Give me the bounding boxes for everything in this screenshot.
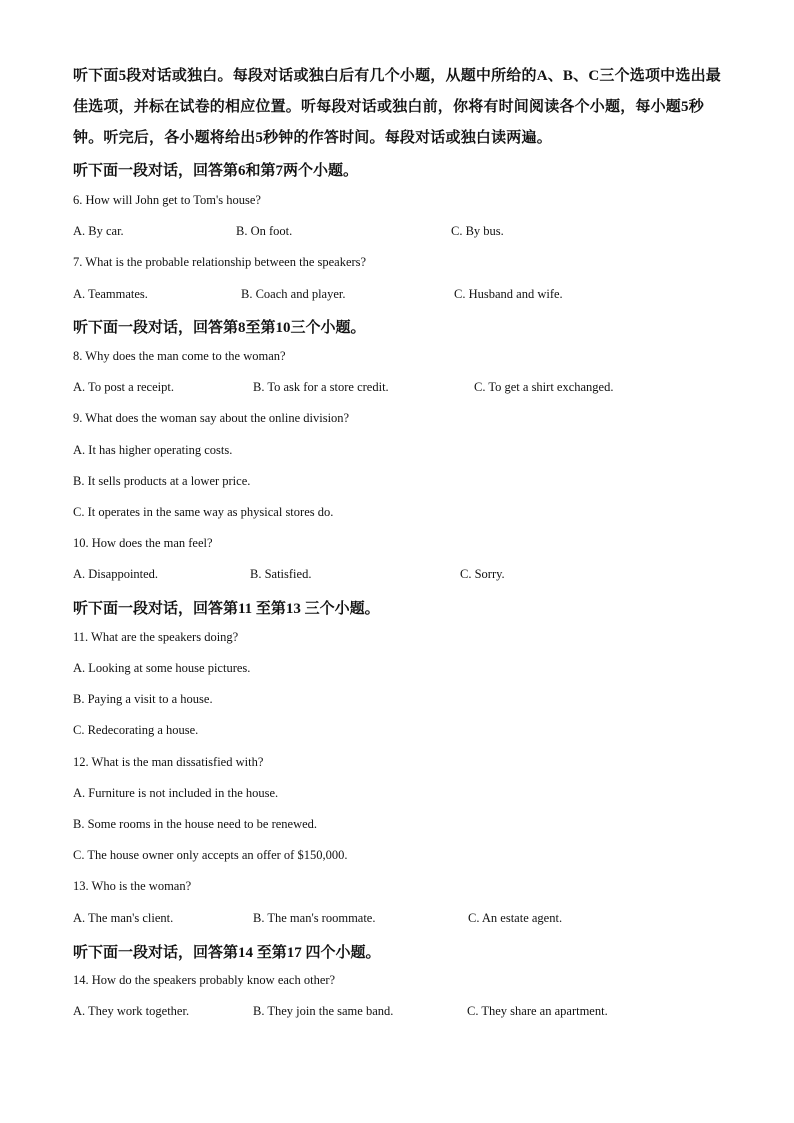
option-13a: A. The man's client. — [73, 911, 174, 925]
question-6: 6. How will John get to Tom's house? — [73, 193, 261, 207]
option-13b: B. The man's roommate. — [253, 911, 376, 925]
option-6c: C. By bus. — [451, 224, 504, 238]
option-11b: B. Paying a visit to a house. — [73, 692, 213, 706]
option-9c: C. It operates in the same way as physical stores do. — [73, 505, 334, 519]
option-12a: A. Furniture is not included in the house. — [73, 786, 279, 800]
option-10c: C. Sorry. — [460, 567, 505, 581]
listening-instructions: 听下面5段对话或独白。每段对话或独白后有几个小题，从题中所给的A、B、C三个选项中选出最佳选项，并标在试卷的相应位置。听每段对话或独白前，你将有时间阅读各个小题，每小题5秒钟。听完后，各小题将给出5秒钟的作答时间。每段对话或独白读两遍。 — [73, 68, 721, 146]
option-12c: C. The house owner only accepts an offer of $150,000. — [73, 848, 348, 862]
option-6a: A. By car. — [73, 224, 124, 238]
option-11c: C. Redecorating a house. — [73, 723, 199, 737]
option-11a: A. Looking at some house pictures. — [73, 661, 251, 675]
option-8a: A. To post a receipt. — [73, 380, 174, 394]
section-heading-11-13: 听下面一段对话，回答第11 至第13 三个小题。 — [73, 601, 380, 617]
question-10: 10. How does the man feel? — [73, 536, 213, 550]
option-8b: B. To ask for a store credit. — [253, 380, 389, 394]
section-heading-14-17: 听下面一段对话，回答第14 至第17 四个小题。 — [73, 945, 381, 961]
option-12b: B. Some rooms in the house need to be renewed. — [73, 817, 318, 831]
option-10b: B. Satisfied. — [250, 567, 312, 581]
option-6b: B. On foot. — [236, 224, 293, 238]
question-9: 9. What does the woman say about the online division? — [73, 411, 350, 425]
option-14b: B. They join the same band. — [253, 1004, 394, 1018]
section-heading-8-10: 听下面一段对话，回答第8至第10三个小题。 — [73, 320, 366, 336]
option-9b: B. It sells products at a lower price. — [73, 474, 251, 488]
question-7: 7. What is the probable relationship between the speakers? — [73, 255, 367, 269]
question-12: 12. What is the man dissatisfied with? — [73, 755, 264, 769]
option-14a: A. They work together. — [73, 1004, 190, 1018]
question-13: 13. Who is the woman? — [73, 879, 192, 893]
option-7a: A. Teammates. — [73, 287, 148, 301]
option-7c: C. Husband and wife. — [454, 287, 563, 301]
option-8c: C. To get a shirt exchanged. — [474, 380, 614, 394]
question-11: 11. What are the speakers doing? — [73, 630, 239, 644]
option-13c: C. An estate agent. — [468, 911, 563, 925]
option-7b: B. Coach and player. — [241, 287, 346, 301]
section-heading-6-7: 听下面一段对话，回答第6和第7两个小题。 — [73, 163, 359, 179]
option-14c: C. They share an apartment. — [467, 1004, 608, 1018]
option-9a: A. It has higher operating costs. — [73, 443, 233, 457]
question-14: 14. How do the speakers probably know each other? — [73, 973, 336, 987]
option-10a: A. Disappointed. — [73, 567, 159, 581]
question-8: 8. Why does the man come to the woman? — [73, 349, 286, 363]
